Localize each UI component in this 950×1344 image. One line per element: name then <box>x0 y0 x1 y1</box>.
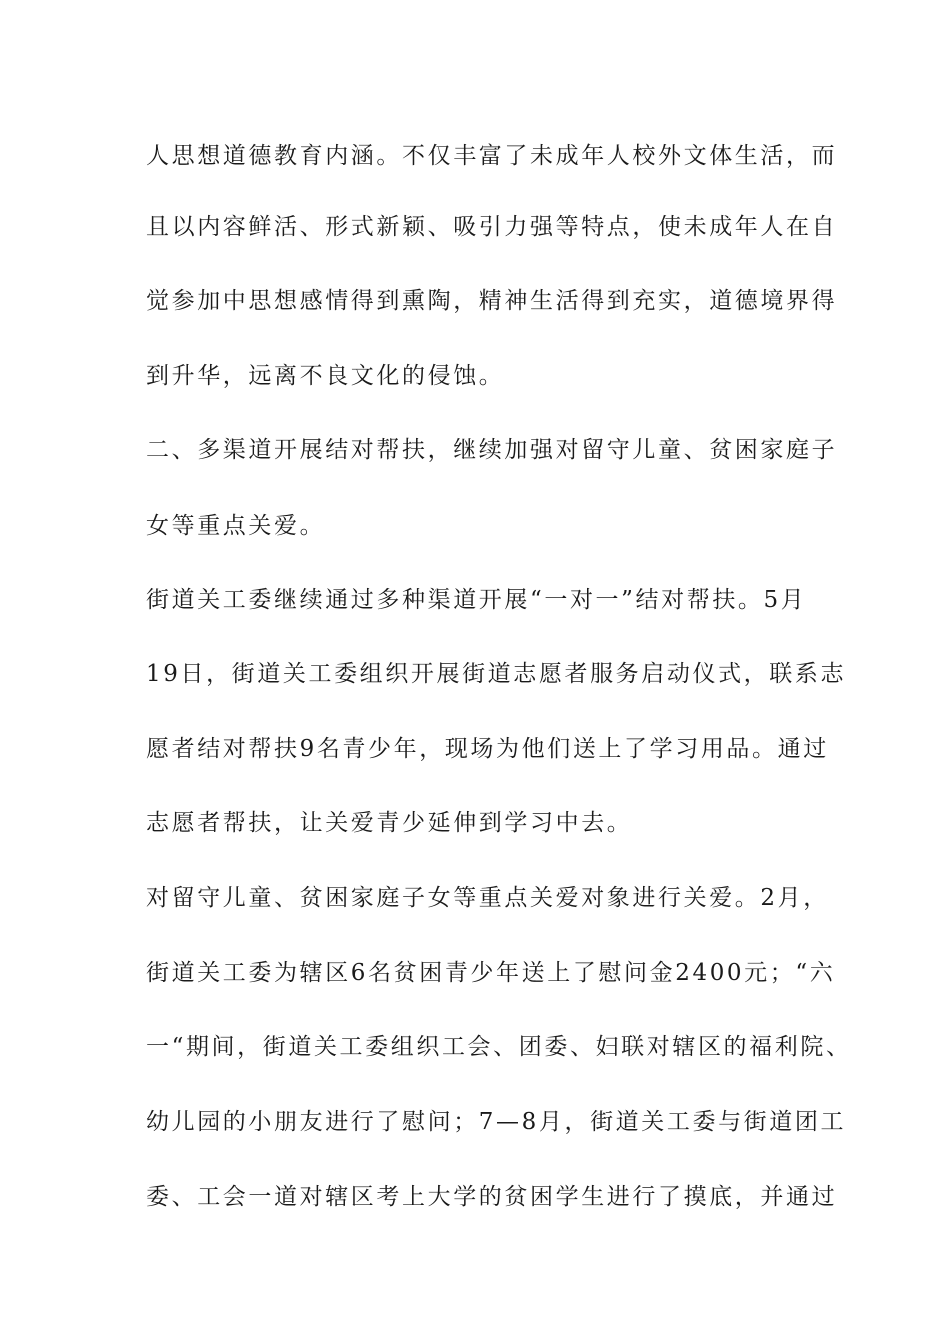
section-heading-line: 二、多渠道开展结对帮扶，继续加强对留守儿童、贫困家庭子 <box>146 437 838 463</box>
body-text-line: 19日，街道关工委组织开展街道志愿者服务启动仪式，联系志 <box>146 661 847 687</box>
body-text-line: 觉参加中思想感情得到熏陶，精神生活得到充实，道德境界得 <box>146 288 838 314</box>
body-text-line: 一“期间，街道关工委组织工会、团委、妇联对辖区的福利院、 <box>146 1034 852 1060</box>
section-heading-line: 女等重点关爱。 <box>146 513 326 539</box>
body-text-line: 且以内容鲜活、形式新颖、吸引力强等特点，使未成年人在自 <box>146 214 838 240</box>
body-text-line: 幼儿园的小朋友进行了慰问；7—8月，街道关工委与街道团工 <box>146 1109 847 1135</box>
body-text-line: 到升华，远离不良文化的侵蚀。 <box>146 363 505 389</box>
body-text-line: 愿者结对帮扶9名青少年，现场为他们送上了学习用品。通过 <box>146 736 829 762</box>
body-text-line: 志愿者帮扶，让关爱青少延伸到学习中去。 <box>146 810 633 836</box>
body-text-line: 街道关工委为辖区6名贫困青少年送上了慰问金2400元；“六 <box>146 960 836 986</box>
body-text-line: 委、工会一道对辖区考上大学的贫困学生进行了摸底，并通过 <box>146 1184 838 1210</box>
body-text-line: 街道关工委继续通过多种渠道开展“一对一”结对帮扶。5月 <box>146 587 807 613</box>
body-text-line: 人思想道德教育内涵。不仅丰富了未成年人校外文体生活，而 <box>146 143 838 169</box>
body-text-line: 对留守儿童、贫困家庭子女等重点关爱对象进行关爱。2月， <box>146 885 829 911</box>
